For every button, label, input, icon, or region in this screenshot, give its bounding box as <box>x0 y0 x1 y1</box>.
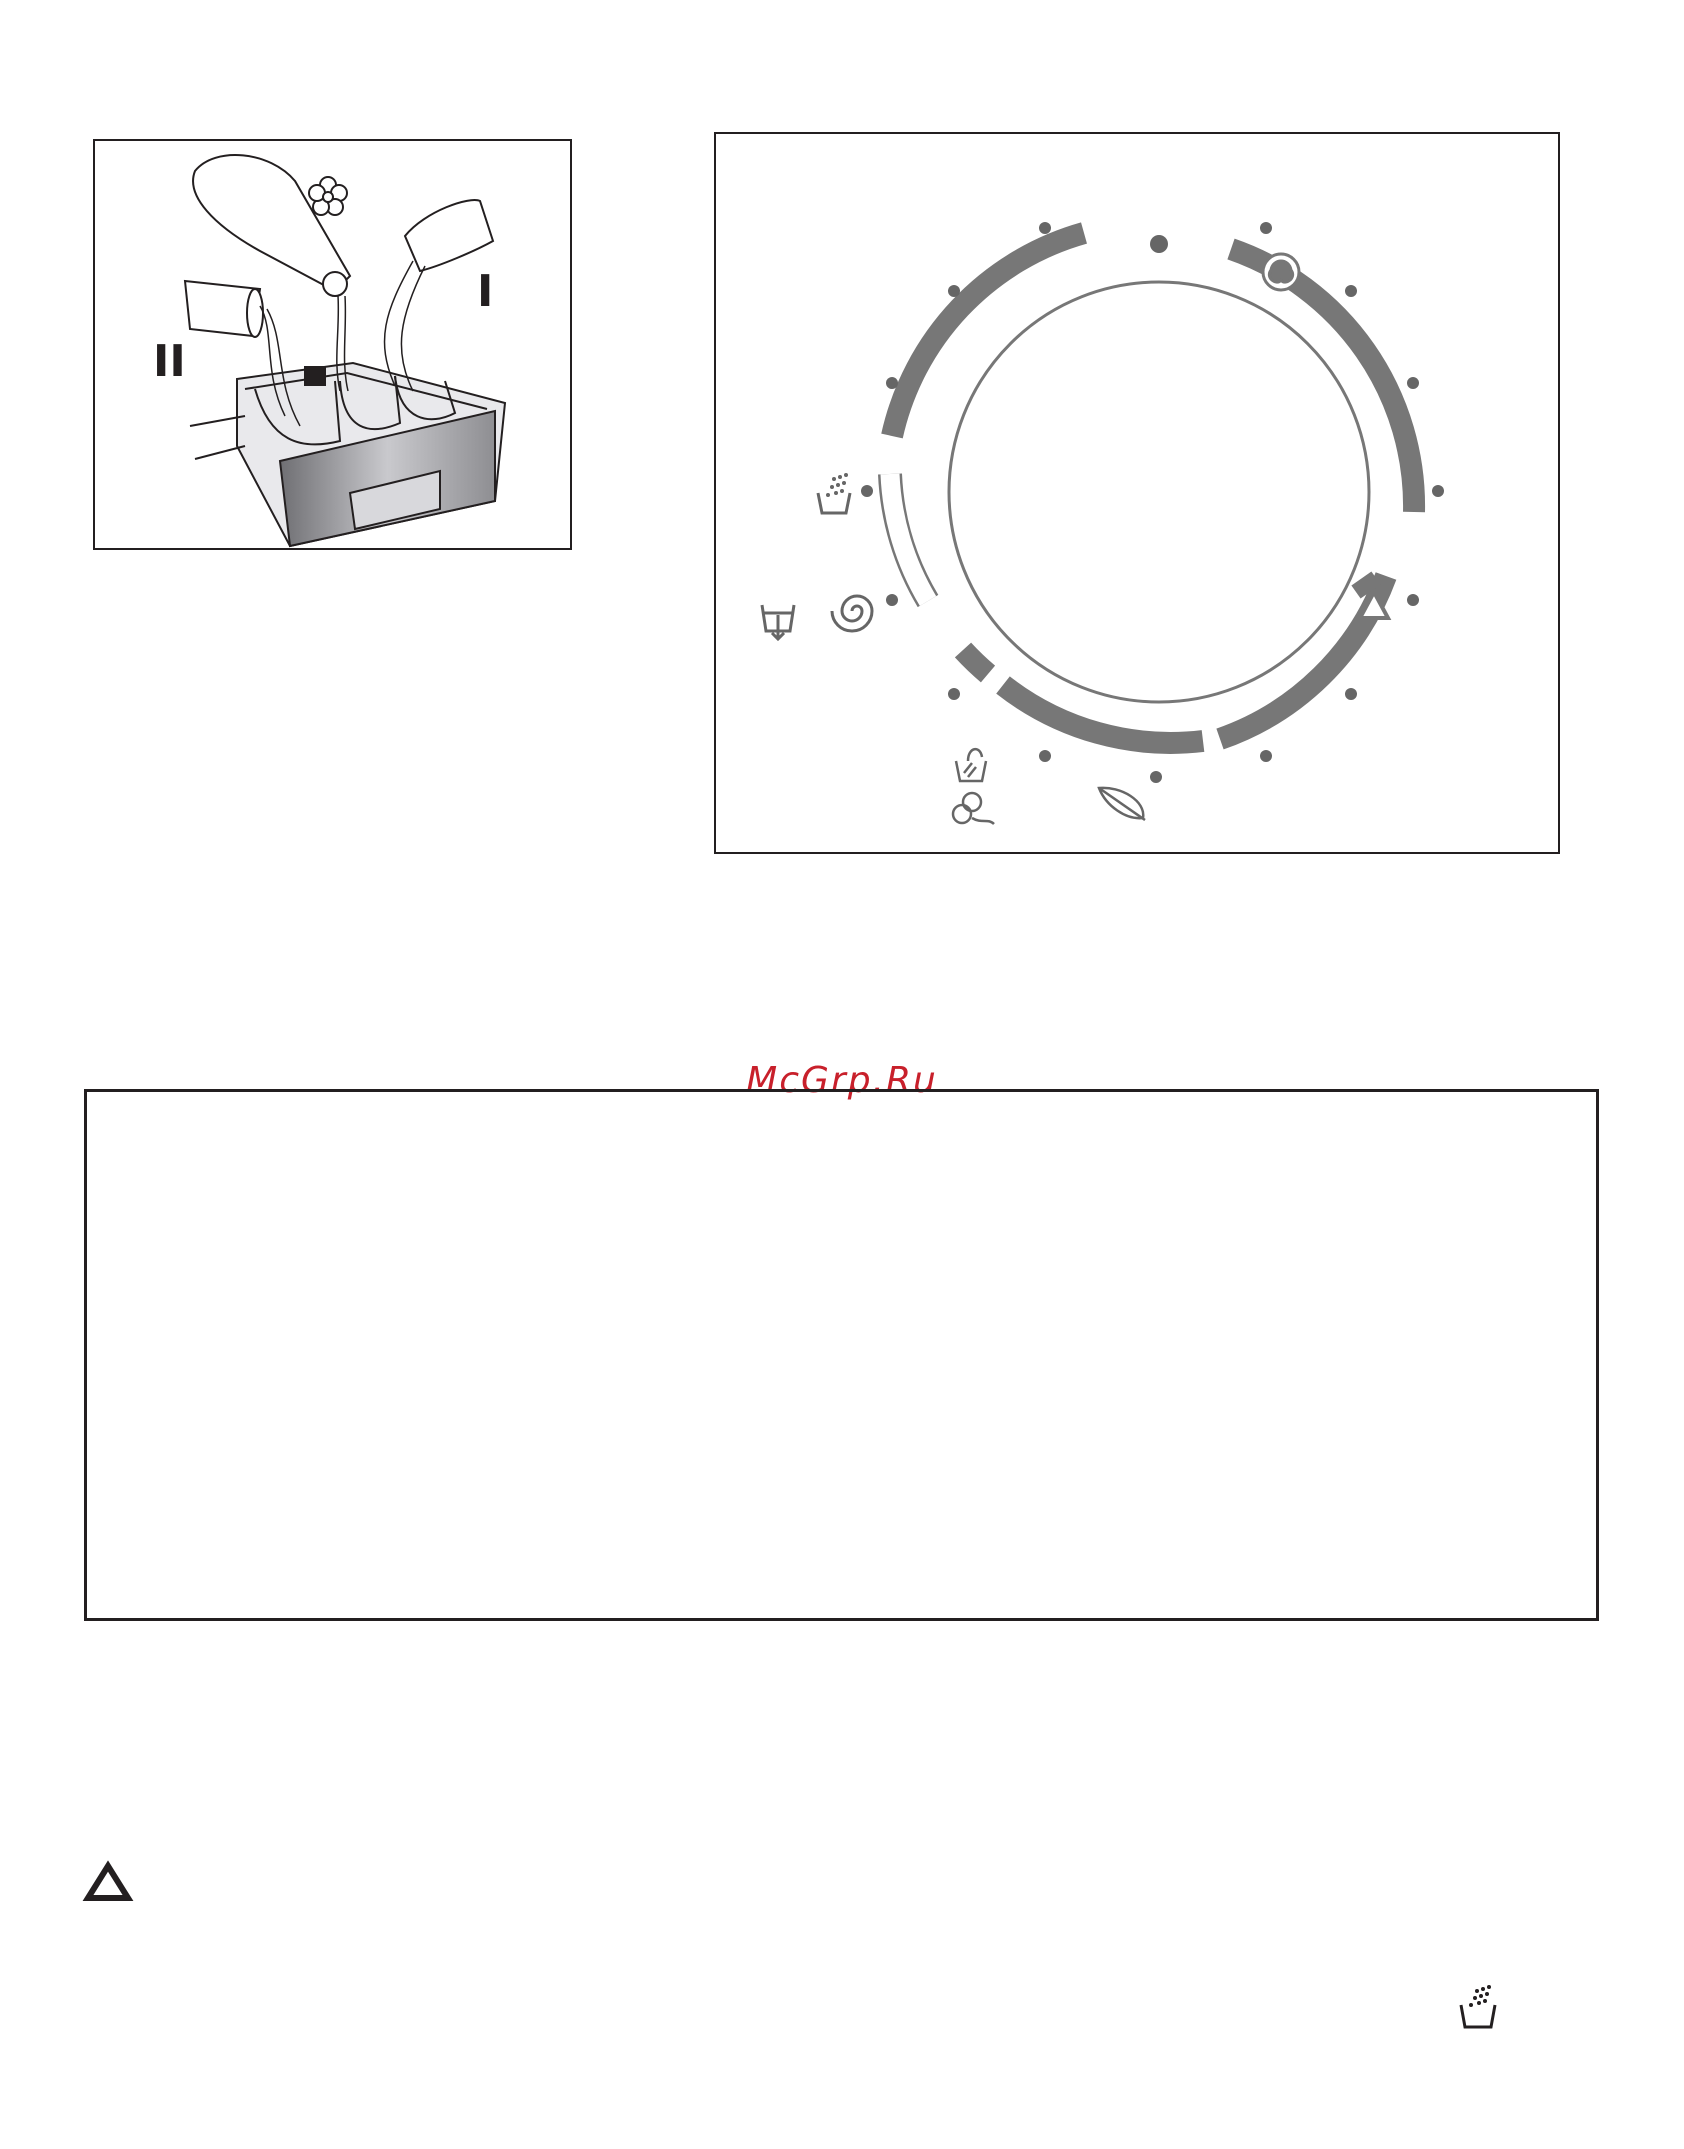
info-box <box>84 1089 1599 1621</box>
compartment-main-label: I <box>477 266 494 317</box>
dial-band-lower-right <box>1220 576 1386 739</box>
watermark: McGrp.Ru <box>746 1060 938 1101</box>
drain-icon <box>762 605 794 639</box>
flower-icon <box>309 177 347 215</box>
dial-band-upper-right <box>1231 249 1414 512</box>
compartment-prewash-label: II <box>153 336 186 387</box>
dial-band-short <box>963 650 988 674</box>
cotton-icon <box>1263 254 1299 290</box>
rinse-icon <box>818 473 850 513</box>
warning-triangle-icon <box>82 1860 134 1904</box>
dial-knob-circle <box>949 282 1369 702</box>
dial-band-upper-left <box>892 233 1084 436</box>
spin-icon <box>832 596 872 631</box>
programme-dial-figure <box>714 132 1560 854</box>
feather-delicate-icon <box>1099 788 1145 820</box>
rinse-icon <box>1455 1985 1501 2031</box>
dispenser-figure <box>93 139 572 550</box>
hand-wash-icon <box>956 749 986 781</box>
programme-dial <box>716 134 1558 852</box>
wool-icon <box>953 793 994 824</box>
